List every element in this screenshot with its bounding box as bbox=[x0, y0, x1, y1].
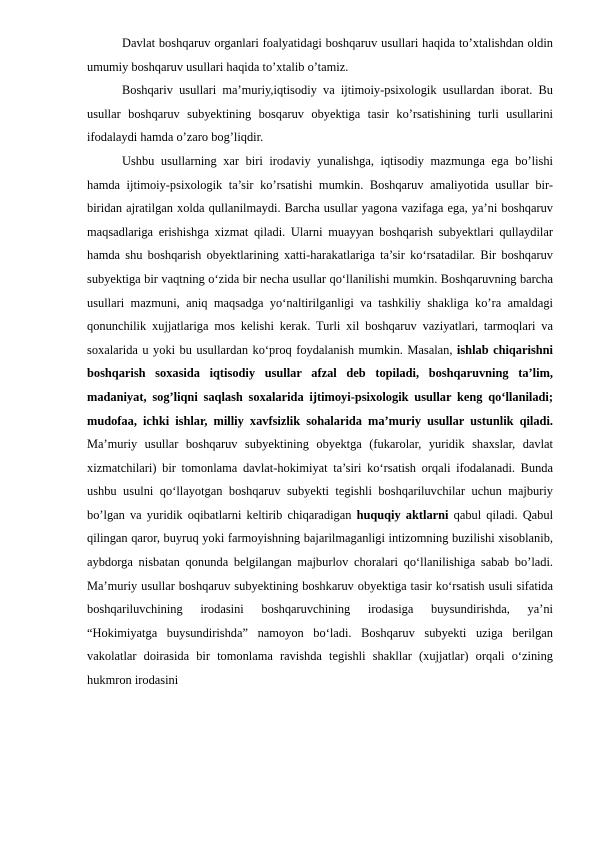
paragraph-1 bbox=[87, 32, 553, 79]
paragraph-2-text: Boshqariv usullari ma’muriy,iqtisodiy va ijtimoiy-psixologik usullardan iborat. Bu usullar boshqaruv subyektining bosqaruv obyektiga tasir ko’rsatishining turli usullarini ifodalaydi hamda o’zaro bog’liqdir. bbox=[87, 83, 553, 145]
paragraph-3-text-a: Ushbu usullarning xar biri irodaviy yunalishga, iqtisodiy mazmunga ega bo’lishi hamda ijtimoiy-psixologik ta’sir ko’rsatishi mumkin. Boshqaruv amaliyotida usullar bir-biridan ajratilgan xolda qullanilmaydi. Barcha usullar yagona vazifaga ega, ya’ni boshqaruv maqsadlariga erishishga xizmat qiladi. Ularni muayyan boshqarish subyektlari qullaydilar hamda shu boshqarish obyektlarining xatti-harakatlariga ta’sir ko‘rsatadilar. Bir boshqaruv subyektiga bir vaqtning o‘zida bir necha usullar qo‘llanilishi mumkin. Boshqaruvning barcha usullari mazmuni, aniq maqsadga yo‘naltirilganligi va tashkiliy shakliga ko’ra amaldagi qonunchilik xujjatlariga mos kelishi kerak. Turli xil boshqaruv vaziyatlari, tarmoqlari va soxalarida u yoki bu usullardan ko‘proq foydalanish mumkin. Masalan, bbox=[87, 153, 553, 357]
paragraph-3-text-c: qabul qiladi. Qabul qilingan qaror, buyruq yoki farmoyishning bajarilmaganligi intizomning buzilishi xisoblanib, aybdorga nisbatan qonunda belgilangan majburlov choralari qo‘llanilishiga sabab bo’ladi. Ma’muriy usullar boshqaruv subyektining boshkaruv obyektiga tasir ko‘rsatish usuli sifatida boshqariluvchining irodasini boshqaruvchining irodasiga buysundirishda, ya’ni “Hokimiyatga buysundirishda” namoyon bo‘ladi. Boshqaruv subyekti uziga berilgan vakolatlar doirasida bir tomonlama ravishda tegishli shakllar (xujjatlar) orqali o‘zining hukmron irodasini bbox=[87, 507, 554, 688]
paragraph-3 bbox=[87, 150, 553, 693]
paragraph-3-bold-legal-acts: huquqiy aktlarni bbox=[356, 507, 449, 522]
paragraph-1-text: Davlat boshqaruv organlari foalyatidagi boshqaruv usullari haqida to’xtalishdan oldin umumiy boshqaruv usullari haqida to’xtalib o’tamiz. bbox=[87, 36, 553, 74]
paragraph-3-text-b: Ma’muriy usullar boshqaruv subyektining obyektga (fukarolar, yuridik shaxslar, davlat xizmatchilari) bir tomonlama davlat-hokimiyat ta’siri ko‘rsatish orqali ifodalanadi. Bunda ushbu usulni qo‘llayotgan boshqaruv subyekti tegishli boshqariluvchilar uchun majburiy bo’lgan va yuridik oqibatlarni keltirib chiqaradigan bbox=[87, 437, 553, 522]
document-page bbox=[87, 32, 553, 693]
paragraph-3-bold-sectors: ishlab chiqarishni boshqarish soxasida iqtisodiy usullar afzal deb topiladi, boshqaruvning ta’lim, madaniyat, sog’liqni saqlash soxalarida ijtimoyi-psixologik usullar keng qo‘llaniladi; mudofaa, ichki ishlar, milliy xavfsizlik sohalarida ma’muriy usullar ustunlik qiladi. bbox=[87, 342, 553, 428]
paragraph-2 bbox=[87, 79, 553, 150]
